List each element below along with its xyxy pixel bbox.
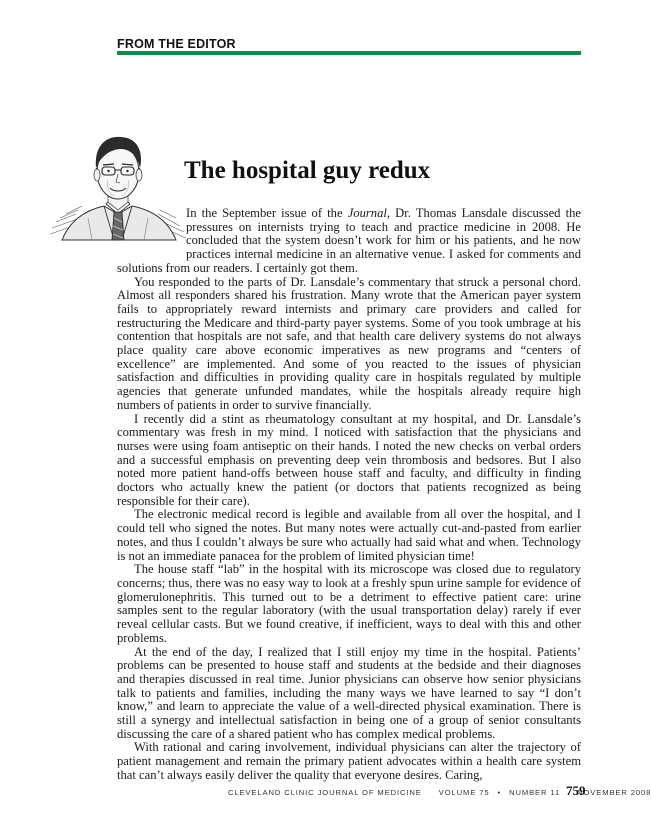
footer-volume: VOLUME 75 [438,788,490,797]
footer-bullet: • [497,788,502,797]
section-rule [117,51,581,55]
portrait-wrap-spacer [117,207,186,261]
paragraph: The electronic medical record is legible and available from all over the hospital, and I could tell who signed the notes. But many notes were actually cut-and-pasted from earlier notes, and thus I couldn’t always be sure who actually had said what and when. Technology is not an immediate panacea for the problem of limited physician time! [117,507,581,563]
footer-issue-number: NUMBER 11 [509,788,561,797]
paragraph-text: Dr. Thomas Lansdale discussed the pressures on internists trying to teach and practice medicine in 2008. He concluded that the system doesn’t work for him or his patients, and he now practices internal medicine in an alternative venue. I asked for comments and solutions from our readers. I certainly got them. [117,206,581,275]
paragraph: You responded to the parts of Dr. Lansdale’s commentary that struck a personal chord. Almost all responders shared his frustration. Many wrote that the American payer system fails to appropriately reward internists and primary care providers and called for restructuring the Medicare and third-party payer systems. Some of you took umbrage at his contention that hospitals are not safe, and that health care delivery systems do not always place quality care above economic imperatives as new programs and “centers of excellence” are implemented. And some of you reacted to the issues of physician satisfaction and difficulties in providing quality care in hospitals regulated by multiple agencies that generate unfunded mandates, while the hospitals already require high numbers of patients in order to survive financially. [117,274,581,412]
page-number: 759 [566,783,586,798]
paragraph: The house staff “lab” in the hospital with its microscope was closed due to regulatory concerns; thus, there was no easy way to look at a freshly spun urine sample for evidence of glomerulonephritis. This turned out to be a detriment to effective patient care: urine samples sent to the regular laboratory (with the usual transportation delay) rarely if ever reveal cellular casts. But we found creative, if inefficient, ways to deal with this and other problems. [117,562,581,645]
section-label: FROM THE EDITOR [117,37,236,51]
paragraph-text: In the September issue of the [186,206,348,220]
article-body [117,207,581,783]
footer-date: NOVEMBER 2008 [577,788,651,797]
article-title: The hospital guy redux [184,157,431,184]
page-footer [228,788,651,797]
footer-journal-name: CLEVELAND CLINIC JOURNAL OF MEDICINE [228,788,422,797]
journal-name: Journal, [347,206,391,220]
paragraph: With rational and caring involvement, individual physicians can alter the trajectory of patient management and remain the primary patient advocates within a health care system that can’t always easily deliver the quality that everyone desires. Caring, [117,740,581,782]
paragraph: At the end of the day, I realized that I still enjoy my time in the hospital. Patients’ problems can be presented to house staff and students at the bedside and their diagnoses and therapies discussed in real time. Junior physicians can observe how senior physicians talk to patients and families, including the many ways we have learned to say “I don’t know,” and learn to appreciate the value of a well-directed physical examination. There is still a synergy and intellectual satisfaction in being one of a group of senior consultants discussing the care of a shared patient who has complex medical problems. [117,644,581,741]
paragraph: I recently did a stint as rheumatology consultant at my hospital, and Dr. Lansdale’s commentary was fresh in my mind. I noticed with satisfaction that the physicians and nurses were using foam antiseptic on their hands. I noted the new checks on verbal orders and a successful emphasis on preventing deep vein thrombosis and bedsores. But I also noted more patient hand-offs between house staff and faculty, and difficulty in finding doctors who actually knew the patient (or doctors that patients recognized as being responsible for their care). [117,411,581,508]
paragraph [117,207,581,276]
